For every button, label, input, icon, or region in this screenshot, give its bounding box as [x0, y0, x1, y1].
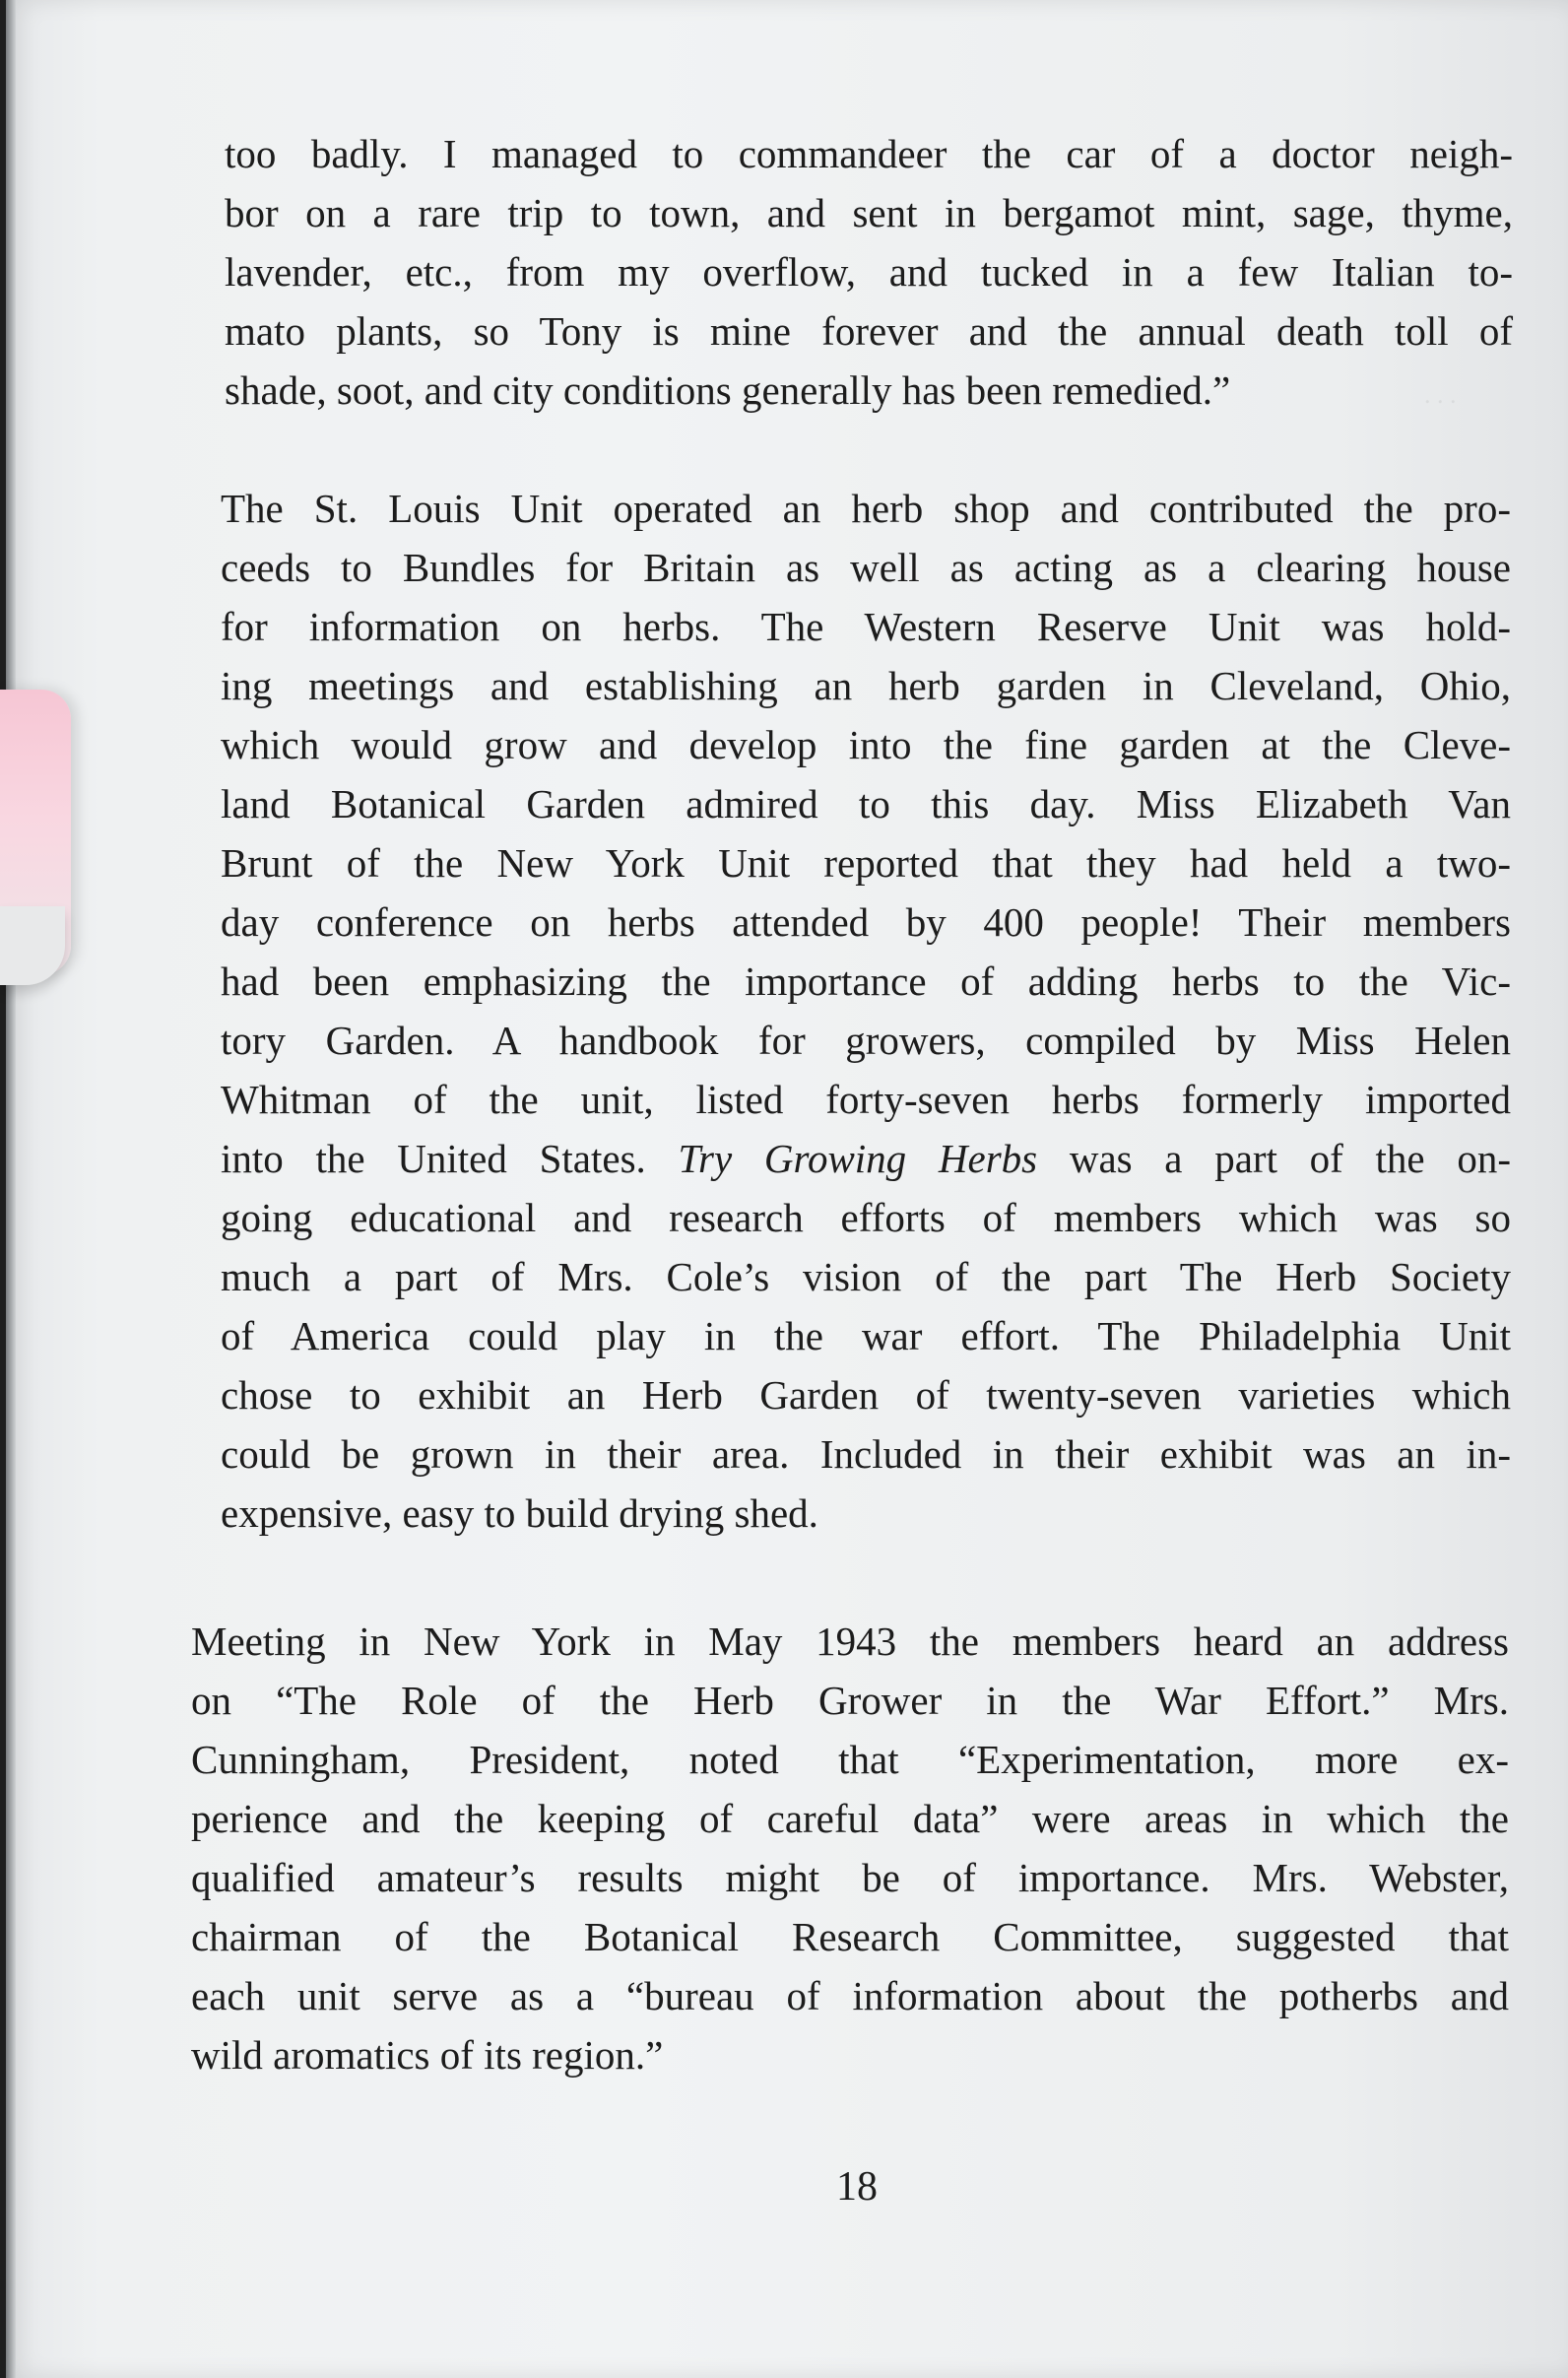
- text-line: wild aromatics of its region.”: [191, 2032, 664, 2078]
- text-line: lavender, etc., from my overflow, and tucked in a few Italian to-: [225, 249, 1513, 295]
- text-line: which would grow and develop into the fine garden at the Cleve-: [221, 722, 1511, 767]
- text-line: bor on a rare trip to town, and sent in bergamot mint, sage, thyme,: [225, 190, 1513, 235]
- text-line: qualified amateur’s results might be of importance. Mrs. Webster,: [191, 1855, 1509, 1900]
- text-line: mato plants, so Tony is mine forever and the annual death toll of: [225, 308, 1513, 354]
- text-line: Meeting in New York in May 1943 the members heard an address: [191, 1618, 1509, 1664]
- text-line: Cunningham, President, noted that “Experimentation, more ex-: [191, 1737, 1509, 1782]
- page-number: 18: [836, 2164, 878, 2210]
- text-line: day conference on herbs attended by 400 people! Their members: [221, 899, 1511, 945]
- text-segment: was a part of the on-: [1037, 1136, 1511, 1181]
- book-title-italic: Try Growing Herbs: [678, 1136, 1038, 1181]
- text-line: Whitman of the unit, listed forty-seven herbs formerly imported: [221, 1077, 1511, 1122]
- text-line: of America could play in the war effort. The Philadelphia Unit: [221, 1313, 1511, 1358]
- show-through-text: . . .: [1424, 380, 1457, 409]
- text-line: ing meetings and establishing an herb garden in Cleveland, Ohio,: [221, 663, 1511, 708]
- text-line: much a part of Mrs. Cole’s vision of the part The Herb Society: [221, 1254, 1511, 1299]
- text-line: had been emphasizing the importance of adding herbs to the Vic-: [221, 958, 1511, 1004]
- text-line-with-book-title: [221, 1129, 1511, 1188]
- text-line: chairman of the Botanical Research Committee, suggested that: [191, 1914, 1509, 1959]
- book-page: [6, 0, 1568, 2378]
- paragraph-2: [221, 479, 1511, 1543]
- text-line: going educational and research efforts of members which was so: [221, 1195, 1511, 1240]
- text-line: shade, soot, and city conditions generally has been remedied.”: [225, 367, 1231, 413]
- text-segment: into the United States.: [221, 1136, 679, 1181]
- text-line: land Botanical Garden admired to this day. Miss Elizabeth Van: [221, 781, 1511, 826]
- text-line: tory Garden. A handbook for growers, compiled by Miss Helen: [221, 1018, 1511, 1063]
- paragraph-3: [191, 1612, 1509, 2084]
- text-line: ceeds to Bundles for Britain as well as acting as a clearing house: [221, 545, 1511, 590]
- text-line: expensive, easy to build drying shed.: [221, 1490, 818, 1536]
- text-line: could be grown in their area. Included in their exhibit was an in-: [221, 1431, 1511, 1477]
- page-edge: [6, 0, 16, 2378]
- text-line: chose to exhibit an Herb Garden of twenty-seven varieties which: [221, 1372, 1511, 1418]
- text-line: too badly. I managed to commandeer the car of a doctor neigh-: [225, 131, 1513, 176]
- paragraph-1: [225, 124, 1513, 420]
- text-line: each unit serve as a “bureau of information about the potherbs and: [191, 1973, 1509, 2018]
- text-line: Brunt of the New York Unit reported that they had held a two-: [221, 840, 1511, 886]
- text-line: on “The Role of the Herb Grower in the War Effort.” Mrs.: [191, 1678, 1509, 1723]
- text-line: for information on herbs. The Western Reserve Unit was hold-: [221, 604, 1511, 649]
- text-line: The St. Louis Unit operated an herb shop and contributed the pro-: [221, 486, 1511, 531]
- text-line: perience and the keeping of careful data” were areas in which the: [191, 1796, 1509, 1841]
